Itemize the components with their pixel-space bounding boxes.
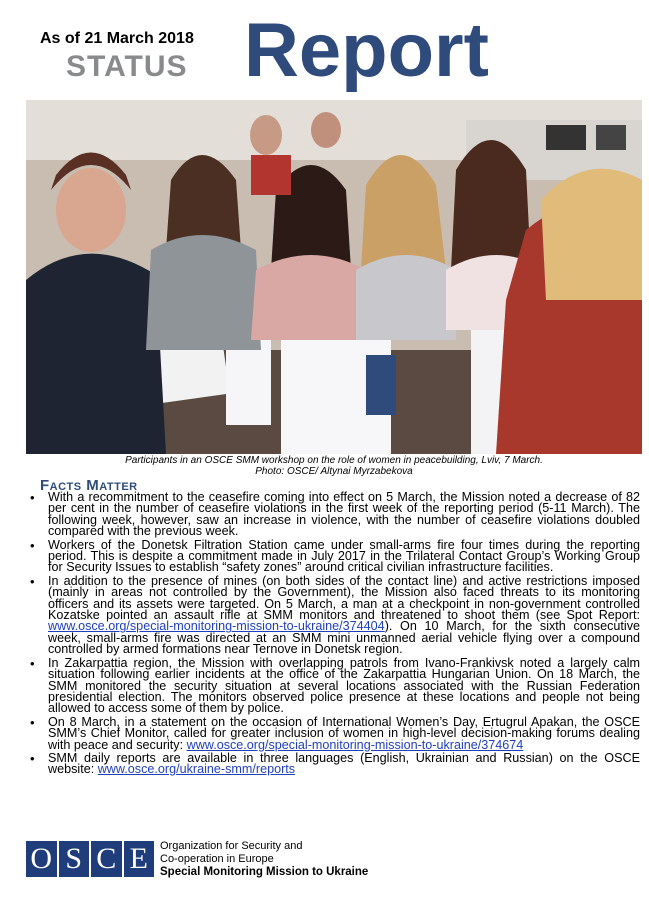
facts-list [28, 492, 640, 778]
daily-reports-link[interactable]: www.osce.org/ukraine-smm/reports [97, 762, 296, 777]
list-item [28, 573, 640, 657]
photo-illustration [26, 100, 642, 454]
logo-letter: S [59, 841, 90, 877]
status-label: STATUS [66, 50, 188, 83]
footer [26, 840, 626, 880]
fact-text: In Zakarpattia region, the Mission with overlapping patrols from Ivano-Frankivsk noted a largely calm situation following earlier incidents at the office of the Zakarpattia Hungarian Union. On 18 March, the SMM monitored the security situation at several locations associated with the Russian Federation presidential election. The monitors observed police presence at these locations and people not being allowed to access some of them by police. [48, 655, 640, 716]
photo-caption [26, 455, 642, 477]
report-date: As of 21 March 2018 [40, 30, 194, 47]
list-item [28, 750, 640, 777]
caption-credit: Photo: OSCE/ Altynai Myrzabekova [255, 466, 413, 477]
report-title: Report [244, 8, 489, 93]
list-item [28, 714, 640, 752]
org-line: Organization for Security and [160, 840, 303, 852]
fact-text: SMM daily reports are available in three languages (English, Ukrainian and Russian) on the OSCE website: [48, 750, 640, 777]
logo-letter: O [26, 841, 57, 877]
facts-matter-heading: Facts Matter [40, 477, 138, 494]
org-line: Co-operation in Europe [160, 853, 274, 865]
organization-name [160, 840, 368, 879]
caption-text: Participants in an OSCE SMM workshop on the role of women in peacebuilding, Lviv, 7 March. [125, 455, 543, 466]
fact-text: ). On 10 March, for the sixth consecutive week, small-arms fire was directed at an SMM mini unmanned aerial vehicle flying over a compound controlled by armed formations near Ternove in Donetsk region. [48, 619, 640, 657]
mission-name: Special Monitoring Mission to Ukraine [160, 866, 369, 878]
list-item [28, 492, 640, 538]
logo-letter: E [124, 841, 155, 877]
fact-text: With a recommitment to the ceasefire coming into effect on 5 March, the Mission noted a decrease of 82 per cent in the number of ceasefire violations in the first week of the reporting period (5-11 March). The following week, however, saw an increase in violence, with the number of ceasefire violations doubled compared with the previous week. [48, 490, 640, 539]
workshop-photo [26, 100, 642, 454]
report-header [0, 0, 649, 100]
fact-text: On 8 March, in a statement on the occasion of International Women’s Day, Ertugrul Apakan, the OSCE SMM’s Chief Monitor, called for greater inclusion of women in high-level decision-making forums dealing with peace and security: [48, 714, 640, 752]
list-item [28, 537, 640, 575]
statement-link[interactable]: www.osce.org/special-monitoring-mission-to-ukraine/374674 [186, 737, 524, 752]
osce-logo [26, 841, 154, 877]
list-item [28, 655, 640, 716]
spot-report-link[interactable]: www.osce.org/special-monitoring-mission-to-ukraine/374404 [48, 619, 385, 634]
fact-text: In addition to the presence of mines (on both sides of the contact line) and active restrictions imposed (mainly in areas not controlled by the Government), the Mission also faced threats to its monitoring officers and its assets were targeted. On 5 March, a man at a checkpoint in non-government controlled Kozatske pointed an assault rifle at SMM monitors and threatened to shoot them (see Spot Report: [48, 573, 640, 623]
logo-letter: C [91, 841, 122, 877]
fact-text: Workers of the Donetsk Filtration Station came under small-arms fire four times during the reporting period. This is despite a commitment made in July 2017 in the Trilateral Contact Group’s Working Group for Security Issues to establish “safety zones” around critical civilian infrastructure facilities. [48, 537, 640, 575]
